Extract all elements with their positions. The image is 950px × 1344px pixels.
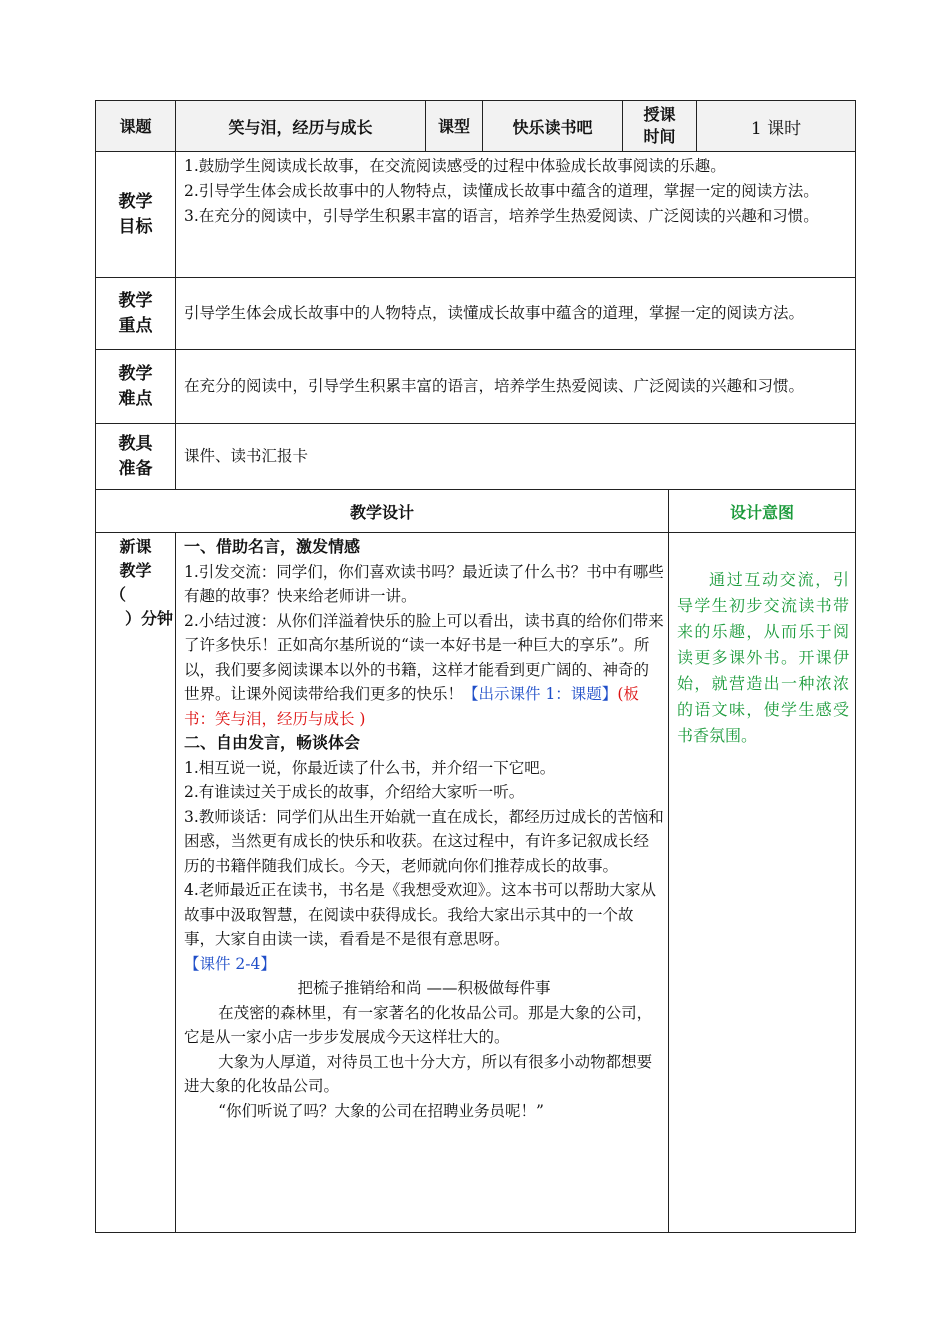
design-main-content	[176, 533, 669, 1233]
new-lesson-label	[96, 533, 176, 1233]
difficulty-label-line2: 难点	[118, 388, 153, 409]
story-paragraph: “你们听说了吗？大象的公司在招聘业务员呢！”	[218, 1101, 544, 1120]
section1-summary-text: 2.小结过渡：从你们洋溢着快乐的脸上可以看出，读书真的给你们带来了许多快乐！正如高尔基所说的“读一本好书是一种巨大的享乐”。所以，我们要多阅读课本以外的书籍，这样才能看到更广阔的、神奇的世界。让课外阅读带给我们更多的快乐！	[184, 611, 664, 703]
board-writing: (板书：笑与泪，经历与成长 )	[184, 685, 639, 728]
time-label	[623, 101, 697, 152]
section2-paragraph: 4.老师最近正在读书，书名是《我想受欢迎》。这本书可以帮助大家从故事中汲取智慧，在阅读中获得成长。我给大家出示其中的一个故事，大家自由读一读，看看是不是很有意思呀。	[184, 881, 657, 948]
section1-paragraph	[184, 609, 664, 732]
type-value: 快乐读书吧	[483, 101, 623, 152]
difficulty-row	[96, 350, 856, 424]
lesson-plan-table	[95, 100, 856, 1233]
materials-label-line1: 教具	[118, 433, 153, 454]
materials-label-line2: 准备	[118, 458, 153, 479]
design-intent-content	[669, 533, 856, 1233]
goals-label-line1: 教学	[118, 191, 153, 212]
section2-title: 二、自由发言，畅谈体会	[184, 733, 361, 752]
time-label-line2: 时间	[643, 127, 676, 146]
design-header-row	[96, 490, 856, 533]
focus-label	[96, 278, 176, 350]
story-paragraph: 在茂密的森林里，有一家著名的化妆品公司。那是大象的公司，它是从一家小店一步步发展成今天这样壮大的。	[184, 1003, 653, 1046]
focus-label-line2: 重点	[118, 315, 153, 336]
goals-content	[176, 152, 856, 278]
difficulty-label-line1: 教学	[118, 363, 153, 384]
intent-text: 通过互动交流，引导学生初步交流读书带来的乐趣，从而乐于阅读更多课外书。开课伊始，就营造出一种浓浓的语文味，使学生感受书香氛围。	[677, 570, 850, 745]
section2-paragraph: 1.相互说一说，你最近读了什么书，并介绍一下它吧。	[184, 758, 556, 777]
design-heading: 教学设计	[96, 490, 669, 533]
section1-paragraph: 1.引发交流：同学们，你们喜欢读书吗？最近读了什么书？书中有哪些有趣的故事？快来给老师讲一讲。	[184, 562, 664, 605]
topic-value: 笑与泪，经历与成长	[176, 101, 426, 152]
goal-item: 1.鼓励学生阅读成长故事，在交流阅读感受的过程中体验成长故事阅读的乐趣。	[184, 157, 726, 175]
header-row	[96, 101, 856, 152]
new-lesson-label-line4: ）分钟	[124, 609, 173, 628]
courseware-2-4-tag: 【课件 2-4】	[184, 954, 276, 973]
goal-item: 2.引导学生体会成长故事中的人物特点，读懂成长故事中蕴含的道理，掌握一定的阅读方法。	[184, 182, 819, 200]
focus-content: 引导学生体会成长故事中的人物特点，读懂成长故事中蕴含的道理，掌握一定的阅读方法。	[176, 278, 856, 350]
story-paragraph: 大象为人厚道，对待员工也十分大方，所以有很多小动物都想要进大象的化妆品公司。	[184, 1052, 653, 1095]
topic-label: 课题	[96, 101, 176, 152]
goal-item: 3.在充分的阅读中，引导学生积累丰富的语言，培养学生热爱阅读、广泛阅读的兴趣和习惯。	[184, 207, 819, 225]
story-title: 把梳子推销给和尚 ——积极做每件事	[297, 979, 551, 997]
courseware-1-tag: 【出示课件 1：课题】	[463, 685, 618, 703]
intent-heading: 设计意图	[669, 490, 856, 533]
goals-label	[96, 152, 176, 278]
type-label: 课型	[426, 101, 483, 152]
design-body-row	[96, 533, 856, 1233]
materials-row	[96, 424, 856, 490]
section2-paragraph: 2.有谁读过关于成长的故事，介绍给大家听一听。	[184, 783, 525, 801]
focus-label-line1: 教学	[118, 290, 153, 311]
materials-content: 课件、读书汇报卡	[176, 424, 856, 490]
difficulty-content: 在充分的阅读中，引导学生积累丰富的语言，培养学生热爱阅读、广泛阅读的兴趣和习惯。	[176, 350, 856, 424]
new-lesson-label-line1: 新课	[119, 537, 152, 556]
new-lesson-label-line2: 教学	[119, 561, 152, 580]
section1-title: 一、借助名言，激发情感	[184, 537, 361, 556]
difficulty-label	[96, 350, 176, 424]
section2-paragraph: 3.教师谈话：同学们从出生开始就一直在成长，都经历过成长的苦恼和困惑，当然更有成长的快乐和收获。在这过程中，有许多记叙成长经历的书籍伴随我们成长。今天，老师就向你们推荐成长的故事。	[184, 807, 664, 875]
time-label-line1: 授课	[643, 105, 676, 124]
focus-row	[96, 278, 856, 350]
new-lesson-label-line3: （	[110, 585, 127, 604]
materials-label	[96, 424, 176, 490]
goals-row	[96, 152, 856, 278]
goals-label-line2: 目标	[118, 216, 153, 237]
time-value: 1 课时	[697, 101, 856, 152]
